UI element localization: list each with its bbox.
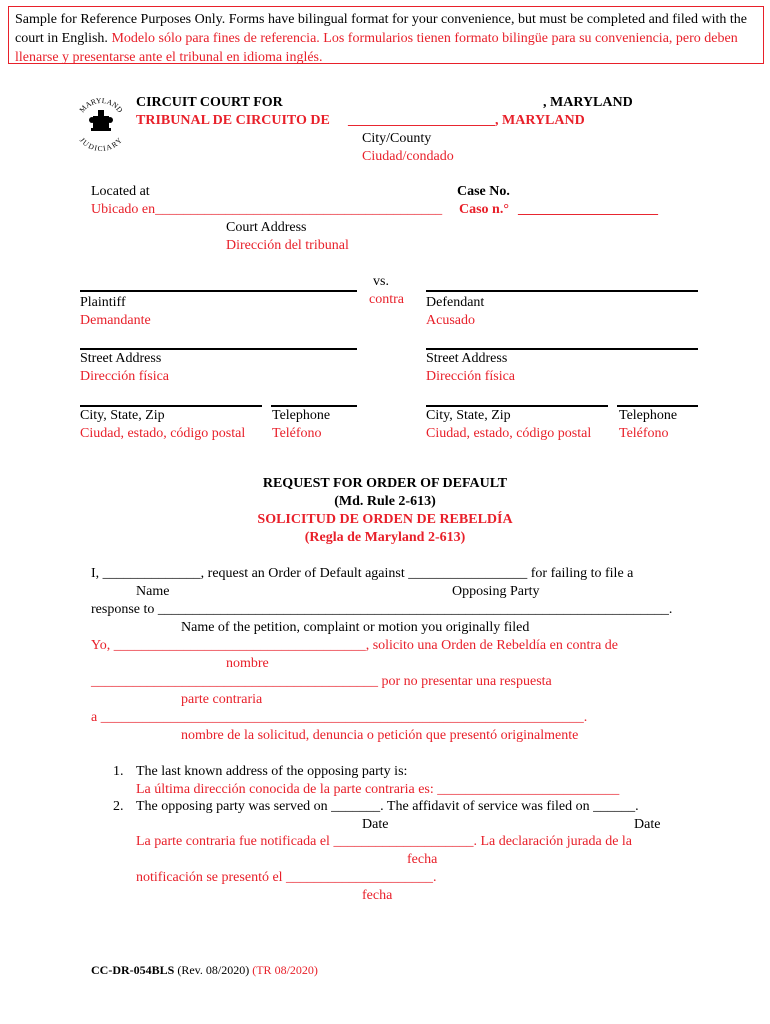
- defendant-csz-label: City, State, Zip: [426, 408, 511, 423]
- form-title-english: REQUEST FOR ORDER OF DEFAULT: [262, 476, 508, 491]
- court-address-label: Court Address: [226, 220, 307, 235]
- defendant-street-label: Street Address: [426, 351, 508, 366]
- request-line-3-spanish[interactable]: a _____________________________________________________________________.: [91, 710, 588, 725]
- reference-notice: [8, 6, 764, 64]
- defendant-name-line[interactable]: [426, 290, 698, 292]
- maryland-spanish-line[interactable]: _____________________, MARYLAND: [348, 113, 585, 128]
- defendant-label-spanish: Acusado: [426, 313, 475, 328]
- item-1-english: The last known address of the opposing party is:: [136, 764, 408, 779]
- name-caption: Name: [136, 584, 170, 599]
- maryland-english: , MARYLAND: [543, 95, 633, 110]
- city-county-label: City/County: [362, 131, 432, 146]
- court-address-label-spanish: Dirección del tribunal: [226, 238, 349, 253]
- request-line-1[interactable]: I, ______________, request an Order of Default against _________________ for failing to file a: [91, 566, 634, 581]
- notice-spanish: Modelo sólo para fines de referencia. Los formularios tienen formato bilingüe para su conveniencia, pero deben llenarse y presentarse ante el tribunal en idioma inglés.: [15, 31, 738, 65]
- case-number-field[interactable]: ____________________: [518, 202, 658, 217]
- court-title-english: CIRCUIT COURT FOR: [136, 95, 283, 110]
- opposing-party-caption: Opposing Party: [452, 584, 540, 599]
- versus-label: vs.: [373, 274, 389, 289]
- solicitud-caption: nombre de la solicitud, denuncia o petición que presentó originalmente: [181, 728, 579, 743]
- request-line-2-spanish[interactable]: _________________________________________ por no presentar una respuesta: [91, 674, 552, 689]
- affidavit-date-caption: Date: [634, 817, 661, 832]
- plaintiff-csz-label-spanish: Ciudad, estado, código postal: [80, 426, 246, 441]
- form-revision: (Rev. 08/2020): [177, 963, 250, 977]
- case-number-label: Case No.: [457, 184, 510, 199]
- parte-contraria-caption: parte contraria: [181, 692, 263, 707]
- form-title-spanish: SOLICITUD DE ORDEN DE REBELDÍA: [257, 512, 513, 527]
- item-1-number: 1.: [113, 764, 124, 779]
- petition-caption: Name of the petition, complaint or motion you originally filed: [181, 620, 530, 635]
- request-line-2[interactable]: response to _________________________________________________________________________.: [91, 602, 673, 617]
- defendant-label: Defendant: [426, 295, 485, 310]
- city-county-label-spanish: Ciudad/condado: [362, 149, 454, 164]
- plaintiff-phone-label-spanish: Teléfono: [272, 426, 322, 441]
- notice-english: Sample for Reference Purposes Only. Forms have bilingual format for your convenience, but must be completed and filed with the court in English.: [15, 12, 747, 46]
- fecha-caption-1: fecha: [407, 852, 438, 867]
- plaintiff-street-label-spanish: Dirección física: [80, 369, 170, 384]
- form-footer: [91, 961, 318, 979]
- versus-label-spanish: contra: [369, 292, 404, 307]
- nombre-caption: nombre: [226, 656, 269, 671]
- seal-bottom-text: JUDICIARY: [77, 135, 124, 152]
- served-date-caption: Date: [362, 817, 389, 832]
- item-2-english[interactable]: The opposing party was served on _______. The affidavit of service was filed on ______.: [136, 799, 639, 814]
- defendant-phone-label-spanish: Teléfono: [619, 426, 669, 441]
- form-translation-revision: (TR 08/2020): [252, 963, 318, 977]
- case-number-label-spanish: Caso n.°: [459, 202, 509, 217]
- plaintiff-name-line[interactable]: [80, 290, 357, 292]
- defendant-phone-label: Telephone: [619, 408, 678, 423]
- plaintiff-label: Plaintiff: [80, 295, 126, 310]
- item-2-number: 2.: [113, 799, 124, 814]
- form-rule-english: (Md. Rule 2-613): [334, 494, 436, 509]
- plaintiff-label-spanish: Demandante: [80, 313, 151, 328]
- plaintiff-street-label: Street Address: [80, 351, 162, 366]
- seal-top-text: MARYLAND: [77, 95, 125, 115]
- located-at-field[interactable]: Ubicado en_________________________________________: [91, 202, 443, 217]
- form-rule-spanish: (Regla de Maryland 2-613): [304, 530, 466, 545]
- plaintiff-csz-label: City, State, Zip: [80, 408, 165, 423]
- form-code: CC-DR-054BLS: [91, 963, 175, 977]
- svg-text:JUDICIARY: [78, 135, 124, 152]
- maryland-judiciary-seal-icon: [72, 94, 130, 152]
- court-title-spanish: TRIBUNAL DE CIRCUITO DE: [136, 113, 330, 128]
- item-1-spanish[interactable]: La última dirección conocida de la parte contraria es: __________________________: [136, 782, 620, 797]
- item-2-spanish[interactable]: La parte contraria fue notificada el ____________________. La declaración jurada de la: [136, 834, 633, 849]
- plaintiff-phone-label: Telephone: [272, 408, 331, 423]
- defendant-street-label-spanish: Dirección física: [426, 369, 516, 384]
- defendant-csz-label-spanish: Ciudad, estado, código postal: [426, 426, 592, 441]
- located-at-label: Located at: [91, 184, 150, 199]
- item-2-spanish-line-2[interactable]: notificación se presentó el _____________________.: [136, 870, 437, 885]
- fecha-caption-2: fecha: [362, 888, 393, 903]
- request-line-1-spanish[interactable]: Yo, ____________________________________, solicito una Orden de Rebeldía en contra de: [91, 638, 619, 653]
